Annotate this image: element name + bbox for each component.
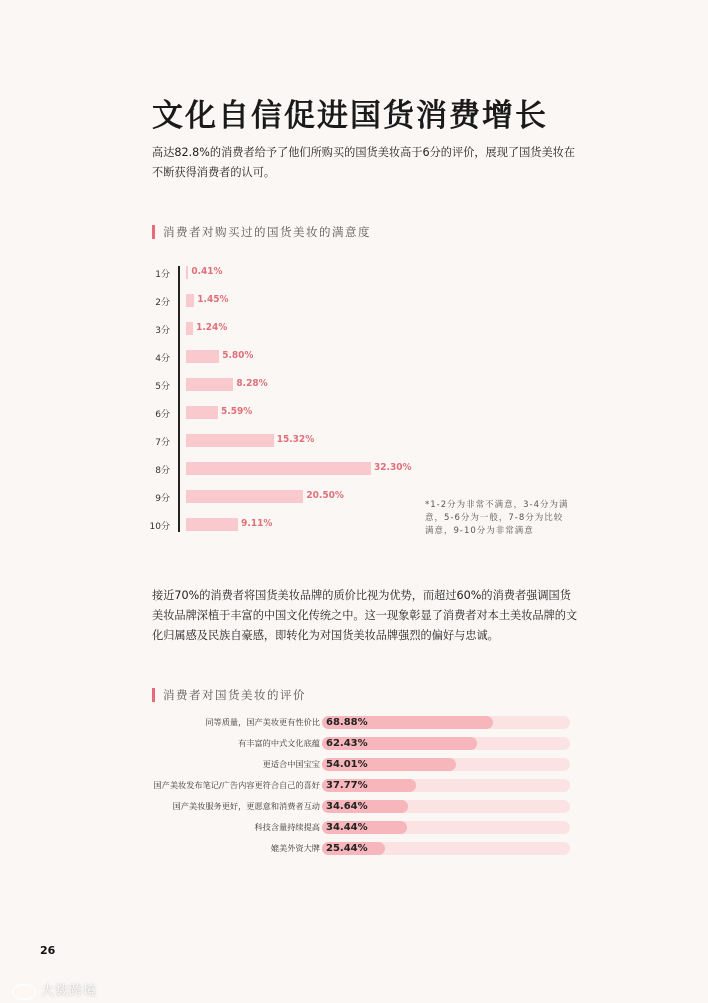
bar-value-label: 1.24%: [196, 322, 228, 333]
y-tick-label: 8分: [155, 466, 170, 476]
bar-value-label: 25.44%: [326, 843, 368, 854]
intro-paragraph: [152, 143, 575, 183]
evaluation-label: 科技含量持续提高: [254, 822, 320, 832]
watermark-icon: [12, 984, 36, 1000]
satisfaction-bar: [186, 406, 218, 419]
satisfaction-bar: [186, 518, 238, 531]
evaluation-track: [322, 716, 570, 729]
section-marker: [152, 688, 155, 702]
y-tick-label: 9分: [155, 494, 170, 504]
evaluation-label: 更适合中国宝宝: [262, 759, 320, 769]
satisfaction-bar: [186, 490, 303, 503]
evaluation-label: 国产美妆发布笔记/广告内容更符合自己的喜好: [153, 780, 320, 790]
page-number: 26: [40, 944, 56, 957]
watermark-logo: [12, 980, 97, 1000]
satisfaction-bar: [186, 434, 274, 447]
watermark-text: 大数跨境: [41, 984, 98, 999]
footnote-line: 满意，9-10分为非常满意: [425, 526, 534, 536]
body-line: 化归属感及民族自豪感，即转化为对国货美妆品牌强烈的偏好与忠诚。: [152, 629, 499, 642]
body-line: 接近70%的消费者将国货美妆品牌的质价比视为优势，而超过60%的消费者强调国货: [152, 589, 571, 602]
evaluation-label: 媲美外资大牌: [270, 843, 320, 853]
section-marker: [152, 225, 155, 239]
body-paragraph: [152, 586, 577, 646]
bar-value-label: 34.64%: [326, 801, 368, 812]
y-tick-label: 4分: [155, 354, 170, 364]
footnote-line: 意，5-6分为一般，7-8分为比较: [425, 513, 564, 523]
evaluation-track: [322, 758, 570, 771]
y-tick-label: 1分: [155, 270, 170, 280]
y-tick-label: 6分: [155, 410, 170, 420]
y-tick-label: 2分: [155, 298, 170, 308]
satisfaction-bar: [186, 462, 371, 475]
evaluation-label: 国产美妆服务更好，更愿意和消费者互动: [172, 801, 320, 811]
intro-line: 高达82.8%的消费者给予了他们所购买的国货美妆高于6分的评价，展现了国货美妆在: [152, 146, 576, 159]
bar-value-label: 37.77%: [326, 780, 368, 791]
satisfaction-bar: [186, 266, 188, 279]
bar-value-label: 68.88%: [326, 717, 368, 728]
satisfaction-bar: [186, 350, 219, 363]
bar-value-label: 32.30%: [374, 462, 412, 473]
bar-value-label: 8.28%: [236, 378, 268, 389]
evaluation-label: 有丰富的中式文化底蕴: [238, 738, 320, 748]
y-tick-label: 10分: [149, 522, 170, 532]
y-tick-label: 5分: [155, 382, 170, 392]
footnote-line: *1-2分为非常不满意，3-4分为满: [425, 500, 569, 510]
bar-value-label: 5.59%: [221, 406, 253, 417]
intro-line: 不断获得消费者的认可。: [152, 166, 276, 179]
bar-value-label: 62.43%: [326, 738, 368, 749]
evaluation-track: [322, 737, 570, 750]
satisfaction-bar: [186, 322, 193, 335]
satisfaction-chart: [140, 262, 440, 537]
satisfaction-bar: [186, 294, 194, 307]
body-line: 美妆品牌深植于丰富的中国文化传统之中。这一现象彰显了消费者对本土美妆品牌的文: [152, 609, 578, 622]
evaluation-track: [322, 821, 570, 834]
bar-value-label: 1.45%: [197, 294, 229, 305]
bar-value-label: 20.50%: [306, 490, 344, 501]
evaluation-track: [322, 800, 570, 813]
evaluation-label: 同等质量，国产美妆更有性价比: [205, 717, 320, 727]
satisfaction-bar: [186, 378, 233, 391]
evaluation-chart: [120, 715, 580, 865]
chart-axis: [178, 266, 180, 532]
evaluation-track: [322, 779, 570, 792]
evaluation-track: [322, 842, 570, 855]
section-heading-evaluation: 消费者对国货美妆的评价: [163, 688, 306, 702]
section-heading-satisfaction: 消费者对购买过的国货美妆的满意度: [163, 225, 371, 239]
page-title: 文化自信促进国货消费增长: [152, 98, 548, 134]
chart-footnote: [425, 499, 575, 538]
bar-value-label: 15.32%: [276, 434, 315, 445]
y-tick-label: 7分: [155, 438, 170, 448]
bar-value-label: 54.01%: [326, 759, 368, 770]
bar-value-label: 0.41%: [191, 266, 223, 277]
bar-value-label: 5.80%: [222, 350, 254, 361]
bar-value-label: 34.44%: [326, 822, 368, 833]
y-tick-label: 3分: [155, 326, 170, 336]
bar-value-label: 9.11%: [241, 518, 273, 529]
